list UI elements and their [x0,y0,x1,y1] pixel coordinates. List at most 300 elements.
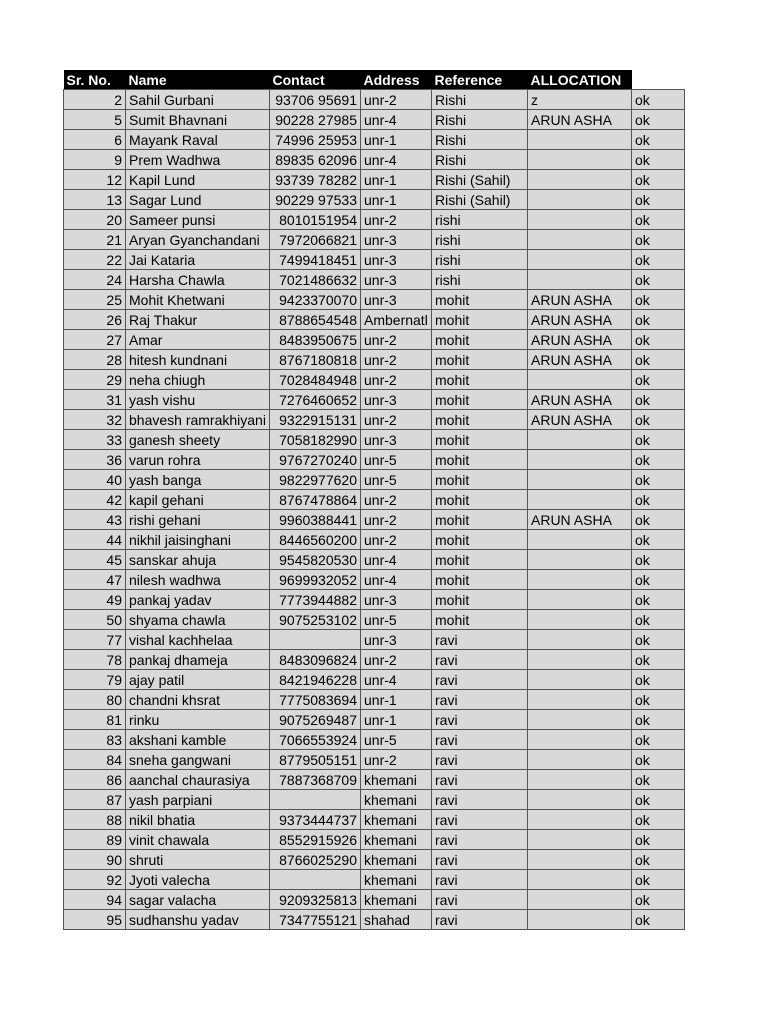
cell-sr-no[interactable]: 79 [64,670,126,690]
cell-status[interactable]: ok [632,230,685,250]
cell-allocation[interactable] [528,890,632,910]
cell-sr-no[interactable]: 84 [64,750,126,770]
cell-address[interactable]: unr-1 [361,170,432,190]
cell-sr-no[interactable]: 86 [64,770,126,790]
cell-sr-no[interactable]: 50 [64,610,126,630]
cell-contact[interactable]: 7028484948 [270,370,361,390]
cell-status[interactable]: ok [632,330,685,350]
cell-reference[interactable]: Rishi (Sahil) [432,170,528,190]
cell-allocation[interactable] [528,170,632,190]
cell-sr-no[interactable]: 27 [64,330,126,350]
cell-allocation[interactable] [528,270,632,290]
cell-status[interactable]: ok [632,570,685,590]
cell-address[interactable]: unr-1 [361,690,432,710]
cell-allocation[interactable] [528,810,632,830]
cell-status[interactable]: ok [632,710,685,730]
cell-status[interactable]: ok [632,210,685,230]
cell-contact[interactable] [270,870,361,890]
cell-sr-no[interactable]: 22 [64,250,126,270]
cell-allocation[interactable] [528,850,632,870]
cell-address[interactable]: khemani [361,870,432,890]
cell-sr-no[interactable]: 6 [64,130,126,150]
cell-status[interactable]: ok [632,90,685,110]
cell-sr-no[interactable]: 77 [64,630,126,650]
cell-status[interactable]: ok [632,430,685,450]
cell-allocation[interactable] [528,550,632,570]
cell-status[interactable]: ok [632,370,685,390]
cell-name[interactable]: shyama chawla [126,610,270,630]
cell-contact[interactable]: 9075253102 [270,610,361,630]
cell-reference[interactable]: rishi [432,230,528,250]
cell-allocation[interactable] [528,690,632,710]
cell-allocation[interactable]: z [528,90,632,110]
cell-reference[interactable]: ravi [432,670,528,690]
cell-sr-no[interactable]: 20 [64,210,126,230]
cell-name[interactable]: vinit chawala [126,830,270,850]
table-row [64,550,685,570]
cell-allocation[interactable]: ARUN ASHA [528,410,632,430]
cell-reference[interactable]: rishi [432,210,528,230]
cell-sr-no[interactable]: 87 [64,790,126,810]
cell-name[interactable]: Raj Thakur [126,310,270,330]
cell-name[interactable]: chandni khsrat [126,690,270,710]
cell-contact[interactable]: 9373444737 [270,810,361,830]
cell-status[interactable]: ok [632,490,685,510]
cell-allocation[interactable] [528,450,632,470]
cell-status[interactable]: ok [632,850,685,870]
cell-reference[interactable]: ravi [432,630,528,650]
cell-status[interactable]: ok [632,750,685,770]
cell-address[interactable]: shahad [361,910,432,930]
cell-contact[interactable]: 8483950675 [270,330,361,350]
cell-name[interactable]: yash vishu [126,390,270,410]
cell-address[interactable]: unr-5 [361,610,432,630]
cell-status[interactable]: ok [632,510,685,530]
table-row [64,230,685,250]
cell-allocation[interactable] [528,630,632,650]
cell-reference[interactable]: mohit [432,350,528,370]
cell-status[interactable]: ok [632,610,685,630]
cell-status[interactable]: ok [632,770,685,790]
cell-name[interactable]: yash parpiani [126,790,270,810]
cell-address[interactable]: unr-3 [361,430,432,450]
cell-name[interactable]: Sagar Lund [126,190,270,210]
cell-address[interactable]: unr-3 [361,290,432,310]
cell-reference[interactable]: ravi [432,870,528,890]
cell-address[interactable]: unr-2 [361,370,432,390]
cell-status[interactable]: ok [632,730,685,750]
cell-contact[interactable]: 9699932052 [270,570,361,590]
cell-reference[interactable]: ravi [432,830,528,850]
cell-status[interactable]: ok [632,830,685,850]
cell-status[interactable]: ok [632,270,685,290]
cell-sr-no[interactable]: 92 [64,870,126,890]
cell-contact[interactable]: 9822977620 [270,470,361,490]
cell-sr-no[interactable]: 2 [64,90,126,110]
cell-address[interactable]: khemani [361,890,432,910]
cell-name[interactable]: Sahil Gurbani [126,90,270,110]
cell-name[interactable]: vishal kachhelaa [126,630,270,650]
cell-address[interactable]: unr-2 [361,410,432,430]
cell-reference[interactable]: ravi [432,730,528,750]
cell-address[interactable]: unr-3 [361,230,432,250]
cell-contact[interactable]: 9075269487 [270,710,361,730]
header-blank [632,70,685,90]
cell-name[interactable]: Kapil Lund [126,170,270,190]
cell-sr-no[interactable]: 9 [64,150,126,170]
cell-address[interactable]: unr-2 [361,510,432,530]
cell-reference[interactable]: mohit [432,470,528,490]
cell-contact[interactable]: 8552915926 [270,830,361,850]
cell-contact[interactable]: 9960388441 [270,510,361,530]
cell-address[interactable]: unr-5 [361,450,432,470]
cell-allocation[interactable] [528,710,632,730]
cell-address[interactable]: unr-3 [361,590,432,610]
cell-allocation[interactable] [528,610,632,630]
cell-address[interactable]: unr-3 [361,390,432,410]
cell-sr-no[interactable]: 12 [64,170,126,190]
cell-status[interactable]: ok [632,670,685,690]
cell-reference[interactable]: Rishi [432,90,528,110]
cell-sr-no[interactable]: 29 [64,370,126,390]
cell-sr-no[interactable]: 33 [64,430,126,450]
cell-reference[interactable]: Rishi [432,130,528,150]
cell-sr-no[interactable]: 81 [64,710,126,730]
cell-name[interactable]: Jai Kataria [126,250,270,270]
cell-contact[interactable]: 7058182990 [270,430,361,450]
cell-status[interactable]: ok [632,890,685,910]
cell-address[interactable]: unr-1 [361,190,432,210]
cell-sr-no[interactable]: 31 [64,390,126,410]
cell-reference[interactable]: Rishi [432,110,528,130]
cell-sr-no[interactable]: 95 [64,910,126,930]
cell-reference[interactable]: ravi [432,690,528,710]
cell-address[interactable]: Ambernatl [361,310,432,330]
cell-sr-no[interactable]: 40 [64,470,126,490]
cell-allocation[interactable] [528,830,632,850]
cell-sr-no[interactable]: 28 [64,350,126,370]
cell-status[interactable]: ok [632,690,685,710]
cell-sr-no[interactable]: 32 [64,410,126,430]
cell-address[interactable]: unr-5 [361,730,432,750]
cell-status[interactable]: ok [632,190,685,210]
cell-status[interactable]: ok [632,350,685,370]
cell-name[interactable]: Aryan Gyanchandani [126,230,270,250]
cell-allocation[interactable] [528,650,632,670]
cell-contact[interactable]: 8010151954 [270,210,361,230]
cell-reference[interactable]: mohit [432,430,528,450]
cell-address[interactable]: unr-2 [361,750,432,770]
cell-status[interactable]: ok [632,530,685,550]
cell-reference[interactable]: mohit [432,570,528,590]
cell-allocation[interactable] [528,870,632,890]
cell-reference[interactable]: mohit [432,330,528,350]
cell-contact[interactable]: 8766025290 [270,850,361,870]
cell-allocation[interactable]: ARUN ASHA [528,350,632,370]
cell-sr-no[interactable]: 36 [64,450,126,470]
cell-name[interactable]: Sameer punsi [126,210,270,230]
cell-address[interactable]: unr-2 [361,490,432,510]
cell-name[interactable]: Prem Wadhwa [126,150,270,170]
cell-contact[interactable]: 7347755121 [270,910,361,930]
cell-status[interactable]: ok [632,870,685,890]
cell-reference[interactable]: ravi [432,810,528,830]
cell-status[interactable]: ok [632,310,685,330]
cell-name[interactable]: rinku [126,710,270,730]
cell-sr-no[interactable]: 24 [64,270,126,290]
cell-status[interactable]: ok [632,590,685,610]
cell-address[interactable]: khemani [361,770,432,790]
cell-allocation[interactable] [528,530,632,550]
cell-contact[interactable]: 9545820530 [270,550,361,570]
cell-contact[interactable]: 7021486632 [270,270,361,290]
cell-address[interactable]: unr-4 [361,570,432,590]
cell-contact[interactable]: 93706 95691 [270,90,361,110]
cell-allocation[interactable] [528,230,632,250]
cell-allocation[interactable] [528,750,632,770]
cell-name[interactable]: bhavesh ramrakhiyani [126,410,270,430]
cell-reference[interactable]: rishi [432,250,528,270]
cell-address[interactable]: unr-3 [361,270,432,290]
cell-sr-no[interactable]: 80 [64,690,126,710]
cell-allocation[interactable] [528,130,632,150]
cell-sr-no[interactable]: 26 [64,310,126,330]
cell-sr-no[interactable]: 42 [64,490,126,510]
cell-contact[interactable] [270,790,361,810]
cell-reference[interactable]: Rishi (Sahil) [432,190,528,210]
cell-sr-no[interactable]: 44 [64,530,126,550]
cell-name[interactable]: pankaj yadav [126,590,270,610]
cell-reference[interactable]: mohit [432,290,528,310]
cell-name[interactable]: Amar [126,330,270,350]
header-row [64,70,685,90]
cell-sr-no[interactable]: 21 [64,230,126,250]
cell-allocation[interactable] [528,430,632,450]
cell-allocation[interactable] [528,670,632,690]
cell-contact[interactable]: 9767270240 [270,450,361,470]
cell-allocation[interactable] [528,470,632,490]
cell-status[interactable]: ok [632,650,685,670]
cell-status[interactable]: ok [632,810,685,830]
cell-contact[interactable]: 8767478864 [270,490,361,510]
cell-allocation[interactable]: ARUN ASHA [528,310,632,330]
cell-sr-no[interactable]: 47 [64,570,126,590]
cell-name[interactable]: pankaj dhameja [126,650,270,670]
cell-name[interactable]: varun rohra [126,450,270,470]
cell-status[interactable]: ok [632,110,685,130]
cell-contact[interactable]: 7773944882 [270,590,361,610]
cell-allocation[interactable]: ARUN ASHA [528,510,632,530]
cell-reference[interactable]: mohit [432,450,528,470]
cell-allocation[interactable] [528,370,632,390]
cell-name[interactable]: sanskar ahuja [126,550,270,570]
table-row [64,210,685,230]
cell-sr-no[interactable]: 5 [64,110,126,130]
table-row [64,710,685,730]
cell-name[interactable]: ganesh sheety [126,430,270,450]
cell-name[interactable]: Mohit Khetwani [126,290,270,310]
cell-sr-no[interactable]: 25 [64,290,126,310]
cell-contact[interactable]: 9322915131 [270,410,361,430]
cell-name[interactable]: hitesh kundnani [126,350,270,370]
cell-address[interactable]: unr-5 [361,470,432,490]
cell-address[interactable]: unr-3 [361,250,432,270]
cell-name[interactable]: ajay patil [126,670,270,690]
cell-contact[interactable]: 8788654548 [270,310,361,330]
cell-name[interactable]: kapil gehani [126,490,270,510]
cell-name[interactable]: nilesh wadhwa [126,570,270,590]
cell-address[interactable]: unr-2 [361,90,432,110]
cell-contact[interactable]: 8779505151 [270,750,361,770]
cell-contact[interactable]: 7887368709 [270,770,361,790]
cell-allocation[interactable] [528,150,632,170]
cell-reference[interactable]: ravi [432,790,528,810]
cell-contact[interactable]: 7499418451 [270,250,361,270]
cell-allocation[interactable] [528,250,632,270]
cell-address[interactable]: khemani [361,790,432,810]
cell-address[interactable]: unr-2 [361,210,432,230]
cell-status[interactable]: ok [632,130,685,150]
cell-address[interactable]: khemani [361,810,432,830]
cell-sr-no[interactable]: 89 [64,830,126,850]
cell-reference[interactable]: ravi [432,890,528,910]
cell-contact[interactable]: 90229 97533 [270,190,361,210]
cell-contact[interactable]: 9209325813 [270,890,361,910]
cell-address[interactable]: unr-4 [361,150,432,170]
cell-address[interactable]: unr-2 [361,650,432,670]
cell-contact[interactable]: 8767180818 [270,350,361,370]
cell-status[interactable]: ok [632,290,685,310]
cell-sr-no[interactable]: 43 [64,510,126,530]
cell-contact[interactable]: 89835 62096 [270,150,361,170]
cell-allocation[interactable] [528,910,632,930]
cell-name[interactable]: Jyoti valecha [126,870,270,890]
cell-allocation[interactable]: ARUN ASHA [528,110,632,130]
cell-allocation[interactable] [528,570,632,590]
cell-contact[interactable]: 8483096824 [270,650,361,670]
cell-status[interactable]: ok [632,630,685,650]
cell-address[interactable]: khemani [361,850,432,870]
cell-reference[interactable]: ravi [432,750,528,770]
cell-contact[interactable]: 7972066821 [270,230,361,250]
cell-address[interactable]: unr-2 [361,530,432,550]
cell-status[interactable]: ok [632,150,685,170]
cell-contact[interactable]: 7775083694 [270,690,361,710]
cell-allocation[interactable] [528,730,632,750]
cell-address[interactable]: unr-3 [361,630,432,650]
cell-name[interactable]: nikhil jaisinghani [126,530,270,550]
cell-reference[interactable]: mohit [432,510,528,530]
cell-name[interactable]: sneha gangwani [126,750,270,770]
cell-reference[interactable]: mohit [432,610,528,630]
cell-address[interactable]: unr-1 [361,130,432,150]
cell-status[interactable]: ok [632,250,685,270]
cell-status[interactable]: ok [632,910,685,930]
cell-name[interactable]: rishi gehani [126,510,270,530]
cell-name[interactable]: Mayank Raval [126,130,270,150]
cell-sr-no[interactable]: 90 [64,850,126,870]
cell-address[interactable]: unr-2 [361,330,432,350]
cell-allocation[interactable] [528,190,632,210]
cell-contact[interactable] [270,630,361,650]
cell-status[interactable]: ok [632,410,685,430]
cell-allocation[interactable] [528,590,632,610]
cell-sr-no[interactable]: 94 [64,890,126,910]
cell-status[interactable]: ok [632,470,685,490]
cell-reference[interactable]: mohit [432,390,528,410]
cell-sr-no[interactable]: 13 [64,190,126,210]
cell-contact[interactable]: 7066553924 [270,730,361,750]
cell-sr-no[interactable]: 83 [64,730,126,750]
cell-allocation[interactable]: ARUN ASHA [528,290,632,310]
cell-address[interactable]: khemani [361,830,432,850]
cell-name[interactable]: nikil bhatia [126,810,270,830]
cell-status[interactable]: ok [632,550,685,570]
cell-name[interactable]: Sumit Bhavnani [126,110,270,130]
cell-address[interactable]: unr-4 [361,670,432,690]
cell-address[interactable]: unr-4 [361,110,432,130]
cell-name[interactable]: yash banga [126,470,270,490]
cell-reference[interactable]: rishi [432,270,528,290]
cell-name[interactable]: aanchal chaurasiya [126,770,270,790]
cell-sr-no[interactable]: 88 [64,810,126,830]
cell-address[interactable]: unr-4 [361,550,432,570]
cell-sr-no[interactable]: 49 [64,590,126,610]
cell-reference[interactable]: mohit [432,590,528,610]
cell-name[interactable]: sudhanshu yadav [126,910,270,930]
cell-contact[interactable]: 9423370070 [270,290,361,310]
cell-status[interactable]: ok [632,790,685,810]
cell-name[interactable]: shruti [126,850,270,870]
cell-reference[interactable]: mohit [432,410,528,430]
cell-contact[interactable]: 8421946228 [270,670,361,690]
cell-allocation[interactable] [528,210,632,230]
cell-name[interactable]: Harsha Chawla [126,270,270,290]
cell-reference[interactable]: ravi [432,650,528,670]
cell-reference[interactable]: mohit [432,370,528,390]
cell-reference[interactable]: mohit [432,490,528,510]
cell-allocation[interactable] [528,770,632,790]
cell-allocation[interactable] [528,790,632,810]
cell-reference[interactable]: ravi [432,910,528,930]
cell-status[interactable]: ok [632,450,685,470]
cell-allocation[interactable]: ARUN ASHA [528,330,632,350]
cell-contact[interactable]: 74996 25953 [270,130,361,150]
cell-status[interactable]: ok [632,390,685,410]
cell-contact[interactable]: 90228 27985 [270,110,361,130]
cell-name[interactable]: neha chiugh [126,370,270,390]
cell-address[interactable]: unr-2 [361,350,432,370]
cell-contact[interactable]: 7276460652 [270,390,361,410]
cell-reference[interactable]: ravi [432,770,528,790]
cell-reference[interactable]: ravi [432,710,528,730]
cell-name[interactable]: akshani kamble [126,730,270,750]
cell-allocation[interactable]: ARUN ASHA [528,390,632,410]
cell-reference[interactable]: Rishi [432,150,528,170]
cell-reference[interactable]: mohit [432,310,528,330]
cell-reference[interactable]: ravi [432,850,528,870]
cell-allocation[interactable] [528,490,632,510]
cell-sr-no[interactable]: 45 [64,550,126,570]
cell-sr-no[interactable]: 78 [64,650,126,670]
cell-status[interactable]: ok [632,170,685,190]
cell-address[interactable]: unr-1 [361,710,432,730]
cell-contact[interactable]: 93739 78282 [270,170,361,190]
cell-contact[interactable]: 8446560200 [270,530,361,550]
cell-reference[interactable]: mohit [432,530,528,550]
cell-reference[interactable]: mohit [432,550,528,570]
cell-name[interactable]: sagar valacha [126,890,270,910]
